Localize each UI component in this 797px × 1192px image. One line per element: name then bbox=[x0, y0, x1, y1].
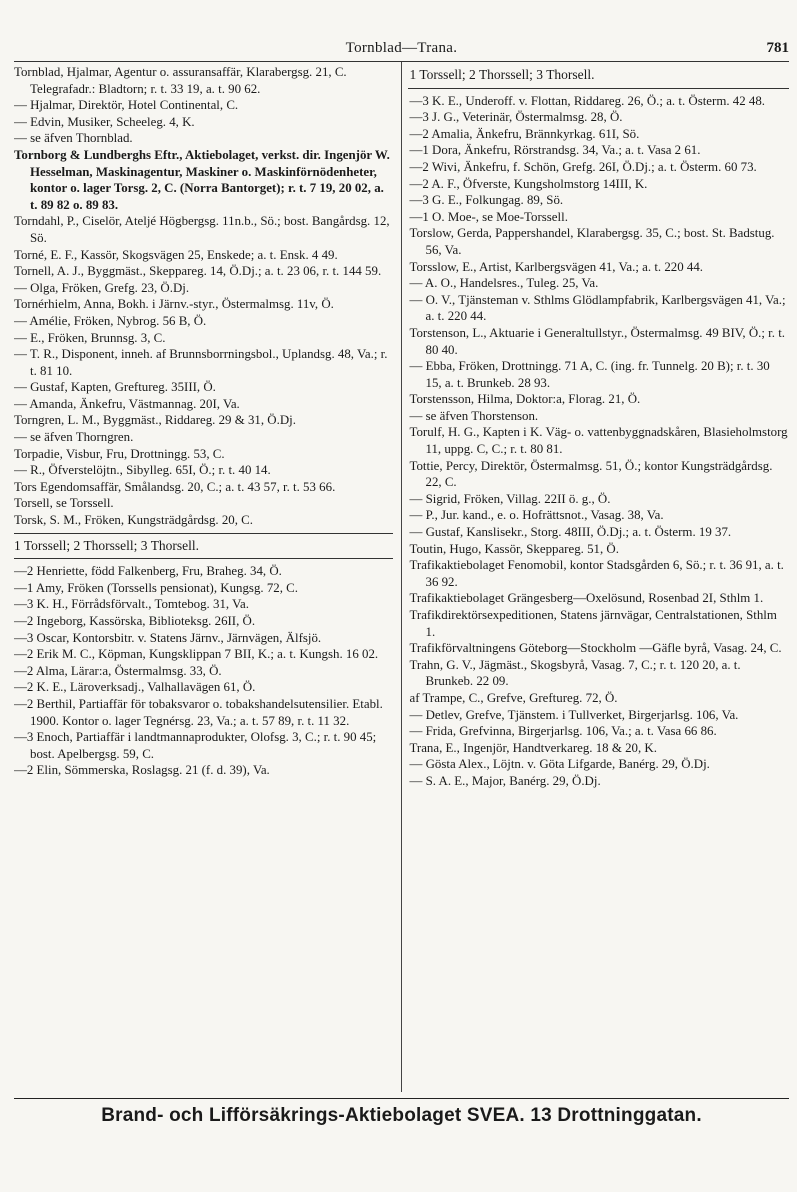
directory-entry: — R., Öfverstelöjtn., Sibylleg. 65I, Ö.; r. t. 40 14. bbox=[14, 463, 271, 478]
directory-entry: Torstensson, Hilma, Doktor:a, Florag. 21, Ö. bbox=[409, 392, 641, 407]
directory-entry: —1 Dora, Änkefru, Rörstrandsg. 34, Va.; a. t. Vasa 2 61. bbox=[409, 143, 701, 158]
directory-entry: Trahn, G. V., Jägmäst., Skogsbyrå, Vasag. 7, C.; r. t. 120 20, a. t. Brunkeb. 22 09. bbox=[409, 657, 741, 689]
directory-entry: Torngren, L. M., Byggmäst., Riddareg. 29 & 31, Ö.Dj. bbox=[14, 413, 296, 428]
directory-entry: —2 A. F., Öfverste, Kungsholmstorg 14III, K. bbox=[409, 176, 648, 191]
footer-advert: Brand- och Lifförsäkrings-Aktiebolaget SVEA. 13 Drottninggatan. bbox=[14, 1098, 789, 1135]
directory-entry: — O. V., Tjänsteman v. Sthlms Glödlampfabrik, Karlbergsvägen 41, Va.; a. t. 220 44. bbox=[409, 292, 786, 324]
directory-entry: — Ebba, Fröken, Drottningg. 71 A, C. (ing. fr. Tunnelg. 20 B); r. t. 30 15, a. t. Brunkeb. 28 93. bbox=[409, 359, 770, 390]
directory-entry: — Amanda, Änkefru, Västmannag. 20I, Va. bbox=[14, 396, 240, 411]
page-header bbox=[14, 40, 789, 62]
directory-entry: — Amélie, Fröken, Nybrog. 56 B, Ö. bbox=[14, 313, 207, 328]
directory-entry: Tornérhielm, Anna, Bokh. i Järnv.-styr., Östermalmsg. 11v, Ö. bbox=[14, 297, 334, 312]
directory-entry: — se äfven Thorstenson. bbox=[409, 408, 539, 423]
directory-entry: —3 Oscar, Kontorsbitr. v. Statens Järnv., Järnvägen, Älfsjö. bbox=[14, 630, 322, 645]
directory-entry: Trafikaktiebolaget Fenomobil, kontor Stadsgården 6, Sö.; r. t. 36 91, a. t. 36 92. bbox=[409, 558, 784, 589]
right-column bbox=[402, 62, 790, 1092]
directory-entry: Torndahl, P., Ciselör, Ateljé Högbergsg. 11n.b., Sö.; bost. Bangårdsg. 12, Sö. bbox=[14, 214, 390, 245]
directory-entry: Trafikaktiebolaget Grängesberg—Oxelösund, Rosenbad 2I, Sthlm 1. bbox=[409, 591, 764, 606]
section-divider bbox=[14, 558, 393, 559]
directory-entry: — Gustaf, Kapten, Greftureg. 35III, Ö. bbox=[14, 380, 216, 395]
directory-entry: —2 Elin, Sömmerska, Roslagsg. 21 (f. d. 39), Va. bbox=[14, 763, 270, 778]
directory-columns bbox=[14, 62, 789, 1092]
directory-entry: — P., Jur. kand., e. o. Hofrättsnot., Vasag. 38, Va. bbox=[409, 508, 664, 523]
directory-entry: —2 Erik M. C., Köpman, Kungsklippan 7 BII, K.; a. t. Kungsh. 16 02. bbox=[14, 647, 379, 662]
directory-entry: —2 Wivi, Änkefru, f. Schön, Grefg. 26I, Ö.Dj.; a. t. Österm. 60 73. bbox=[409, 159, 757, 174]
directory-entry: — Gustaf, Kanslisekr., Storg. 48III, Ö.Dj.; a. t. Österm. 19 37. bbox=[409, 525, 732, 540]
directory-entry: —2 K. E., Läroverksadj., Valhallavägen 61, Ö. bbox=[14, 680, 256, 695]
directory-entry: — Sigrid, Fröken, Villag. 22II ö. g., Ö. bbox=[409, 491, 611, 506]
directory-entry: — se äfven Thornblad. bbox=[14, 131, 133, 146]
directory-entry: —3 Enoch, Partiaffär i landtmannaprodukter, Olofsg. 3, C.; r. t. 90 45; bost. Apelbergsg. 59, C. bbox=[14, 730, 377, 761]
directory-entry: — S. A. E., Major, Banérg. 29, Ö.Dj. bbox=[409, 773, 601, 788]
right-entries bbox=[410, 93, 790, 790]
directory-entry: — Hjalmar, Direktör, Hotel Continental, C. bbox=[14, 98, 239, 113]
directory-entry: af Trampe, C., Grefve, Greftureg. 72, Ö. bbox=[409, 690, 618, 705]
directory-entry: Torsk, S. M., Fröken, Kungsträdgårdsg. 20, C. bbox=[14, 513, 253, 528]
directory-entry: — Olga, Fröken, Grefg. 23, Ö.Dj. bbox=[14, 280, 190, 295]
directory-entry: Tornblad, Hjalmar, Agentur o. assuransaffär, Klarabergsg. 21, C. Telegrafadr.: Bladtorn; r. t. 33 19, a. t. 90 62. bbox=[14, 65, 347, 96]
right-section-title: 1 Torssell; 2 Thorssell; 3 Thorsell. bbox=[409, 67, 595, 82]
directory-entry: —2 Amalia, Änkefru, Brännkyrkag. 61I, Sö. bbox=[409, 126, 640, 141]
directory-entry: — E., Fröken, Brunnsg. 3, C. bbox=[14, 330, 166, 345]
directory-entry: — Detlev, Grefve, Tjänstem. i Tullverket, Birgerjarlsg. 106, Va. bbox=[409, 707, 739, 722]
directory-entry: Torpadie, Visbur, Fru, Drottningg. 53, C. bbox=[14, 446, 225, 461]
directory-entry: — se äfven Thorngren. bbox=[14, 430, 134, 445]
left-section-title: 1 Torssell; 2 Thorssell; 3 Thorsell. bbox=[14, 537, 200, 553]
directory-entry: —1 Amy, Fröken (Torssells pensionat), Kungsg. 72, C. bbox=[14, 580, 298, 595]
directory-entry: —3 K. H., Förrådsförvalt., Tomtebog. 31, Va. bbox=[14, 597, 249, 612]
directory-entry: Tornborg & Lundberghs Eftr., Aktiebolaget, verkst. dir. Ingenjör W. Hesselman, Maskinagentur, Maskiner o. Maskinförnödenheter, kontor o. lager Torsg. 2, C. (Norra Bantorget); r. t. 7 19, 20 02, a. t. 89 82 o. 89 83. bbox=[14, 147, 390, 212]
directory-entry: Tornell, A. J., Byggmäst., Skeppareg. 14, Ö.Dj.; a. t. 23 06, r. t. 144 59. bbox=[14, 264, 382, 279]
directory-entry: Torsslow, E., Artist, Karlbergsvägen 41, Va.; a. t. 220 44. bbox=[409, 259, 704, 274]
directory-entry: —3 G. E., Folkungag. 89, Sö. bbox=[409, 193, 564, 208]
section-divider bbox=[14, 533, 393, 534]
page-number: 781 bbox=[766, 40, 789, 56]
directory-entry: Torsell, se Torssell. bbox=[14, 496, 114, 511]
directory-entry: Tors Egendomsaffär, Smålandsg. 20, C.; a. t. 43 57, r. t. 53 66. bbox=[14, 479, 336, 494]
directory-entry: Torné, E. F., Kassör, Skogsvägen 25, Enskede; a. t. Ensk. 4 49. bbox=[14, 247, 338, 262]
directory-entry: —1 O. Moe-, se Moe-Torssell. bbox=[409, 209, 568, 224]
directory-entry: Toutin, Hugo, Kassör, Skeppareg. 51, Ö. bbox=[409, 541, 619, 556]
directory-entry: — Gösta Alex., Löjtn. v. Göta Lifgarde, Banérg. 29, Ö.Dj. bbox=[409, 757, 710, 772]
directory-entry: —2 Berthil, Partiaffär för tobaksvaror o. tobakshandelsutensilier. Etabl. 1900. Kontor o. lager Tegnérsg. 23, Va.; a. t. 57 89, r. t. 11 32. bbox=[14, 696, 383, 728]
directory-entry: — Frida, Grefvinna, Birgerjarlsg. 106, Va.; a. t. Vasa 66 86. bbox=[409, 724, 717, 739]
directory-entry: — A. O., Handelsres., Tuleg. 25, Va. bbox=[409, 276, 599, 291]
directory-entry: —2 Henriette, född Falkenberg, Fru, Braheg. 34, Ö. bbox=[14, 564, 282, 579]
directory-entry: —3 J. G., Veterinär, Östermalmsg. 28, Ö. bbox=[409, 110, 623, 125]
directory-entry: Tottie, Percy, Direktör, Östermalmsg. 51, Ö.; kontor Kungsträdgårdsg. 22, C. bbox=[409, 458, 773, 490]
directory-entry: Trafikförvaltningens Göteborg—Stockholm —Gäfle byrå, Vasag. 24, C. bbox=[409, 641, 782, 656]
directory-entry: —2 Alma, Lärar:a, Östermalmsg. 33, Ö. bbox=[14, 663, 222, 678]
directory-entry: Torslow, Gerda, Pappershandel, Klarabergsg. 35, C.; bost. St. Badstug. 56, Va. bbox=[409, 226, 775, 257]
directory-entry: — Edvin, Musiker, Scheeleg. 4, K. bbox=[14, 114, 195, 129]
left-entries-2 bbox=[14, 563, 393, 779]
running-title: Tornblad—Trana. bbox=[345, 40, 458, 56]
directory-entry: Trana, E., Ingenjör, Handtverkareg. 18 & 20, K. bbox=[409, 740, 657, 755]
directory-entry: — T. R., Disponent, inneh. af Brunnsborrningsbol., Uplandsg. 48, Va.; r. t. 81 10. bbox=[14, 347, 388, 378]
section-divider bbox=[408, 88, 790, 89]
left-column bbox=[14, 62, 402, 1092]
directory-entry: Torulf, H. G., Kapten i K. Väg- o. vattenbyggnadskåren, Blasieholmstorg 11, uppg. C, C.; r. t. 80 81. bbox=[409, 425, 788, 457]
directory-entry: —2 Ingeborg, Kassörska, Biblioteksg. 26II, Ö. bbox=[14, 614, 256, 628]
left-entries bbox=[14, 64, 393, 529]
directory-entry: Torstenson, L., Aktuarie i Generaltullstyr., Östermalmsg. 49 BIV, Ö.; r. t. 80 40. bbox=[409, 325, 786, 357]
directory-entry: —3 K. E., Underoff. v. Flottan, Riddareg. 26, Ö.; a. t. Österm. 42 48. bbox=[409, 93, 766, 108]
directory-entry: Trafikdirektörsexpeditionen, Statens järnvägar, Centralstationen, Sthlm 1. bbox=[409, 608, 777, 639]
